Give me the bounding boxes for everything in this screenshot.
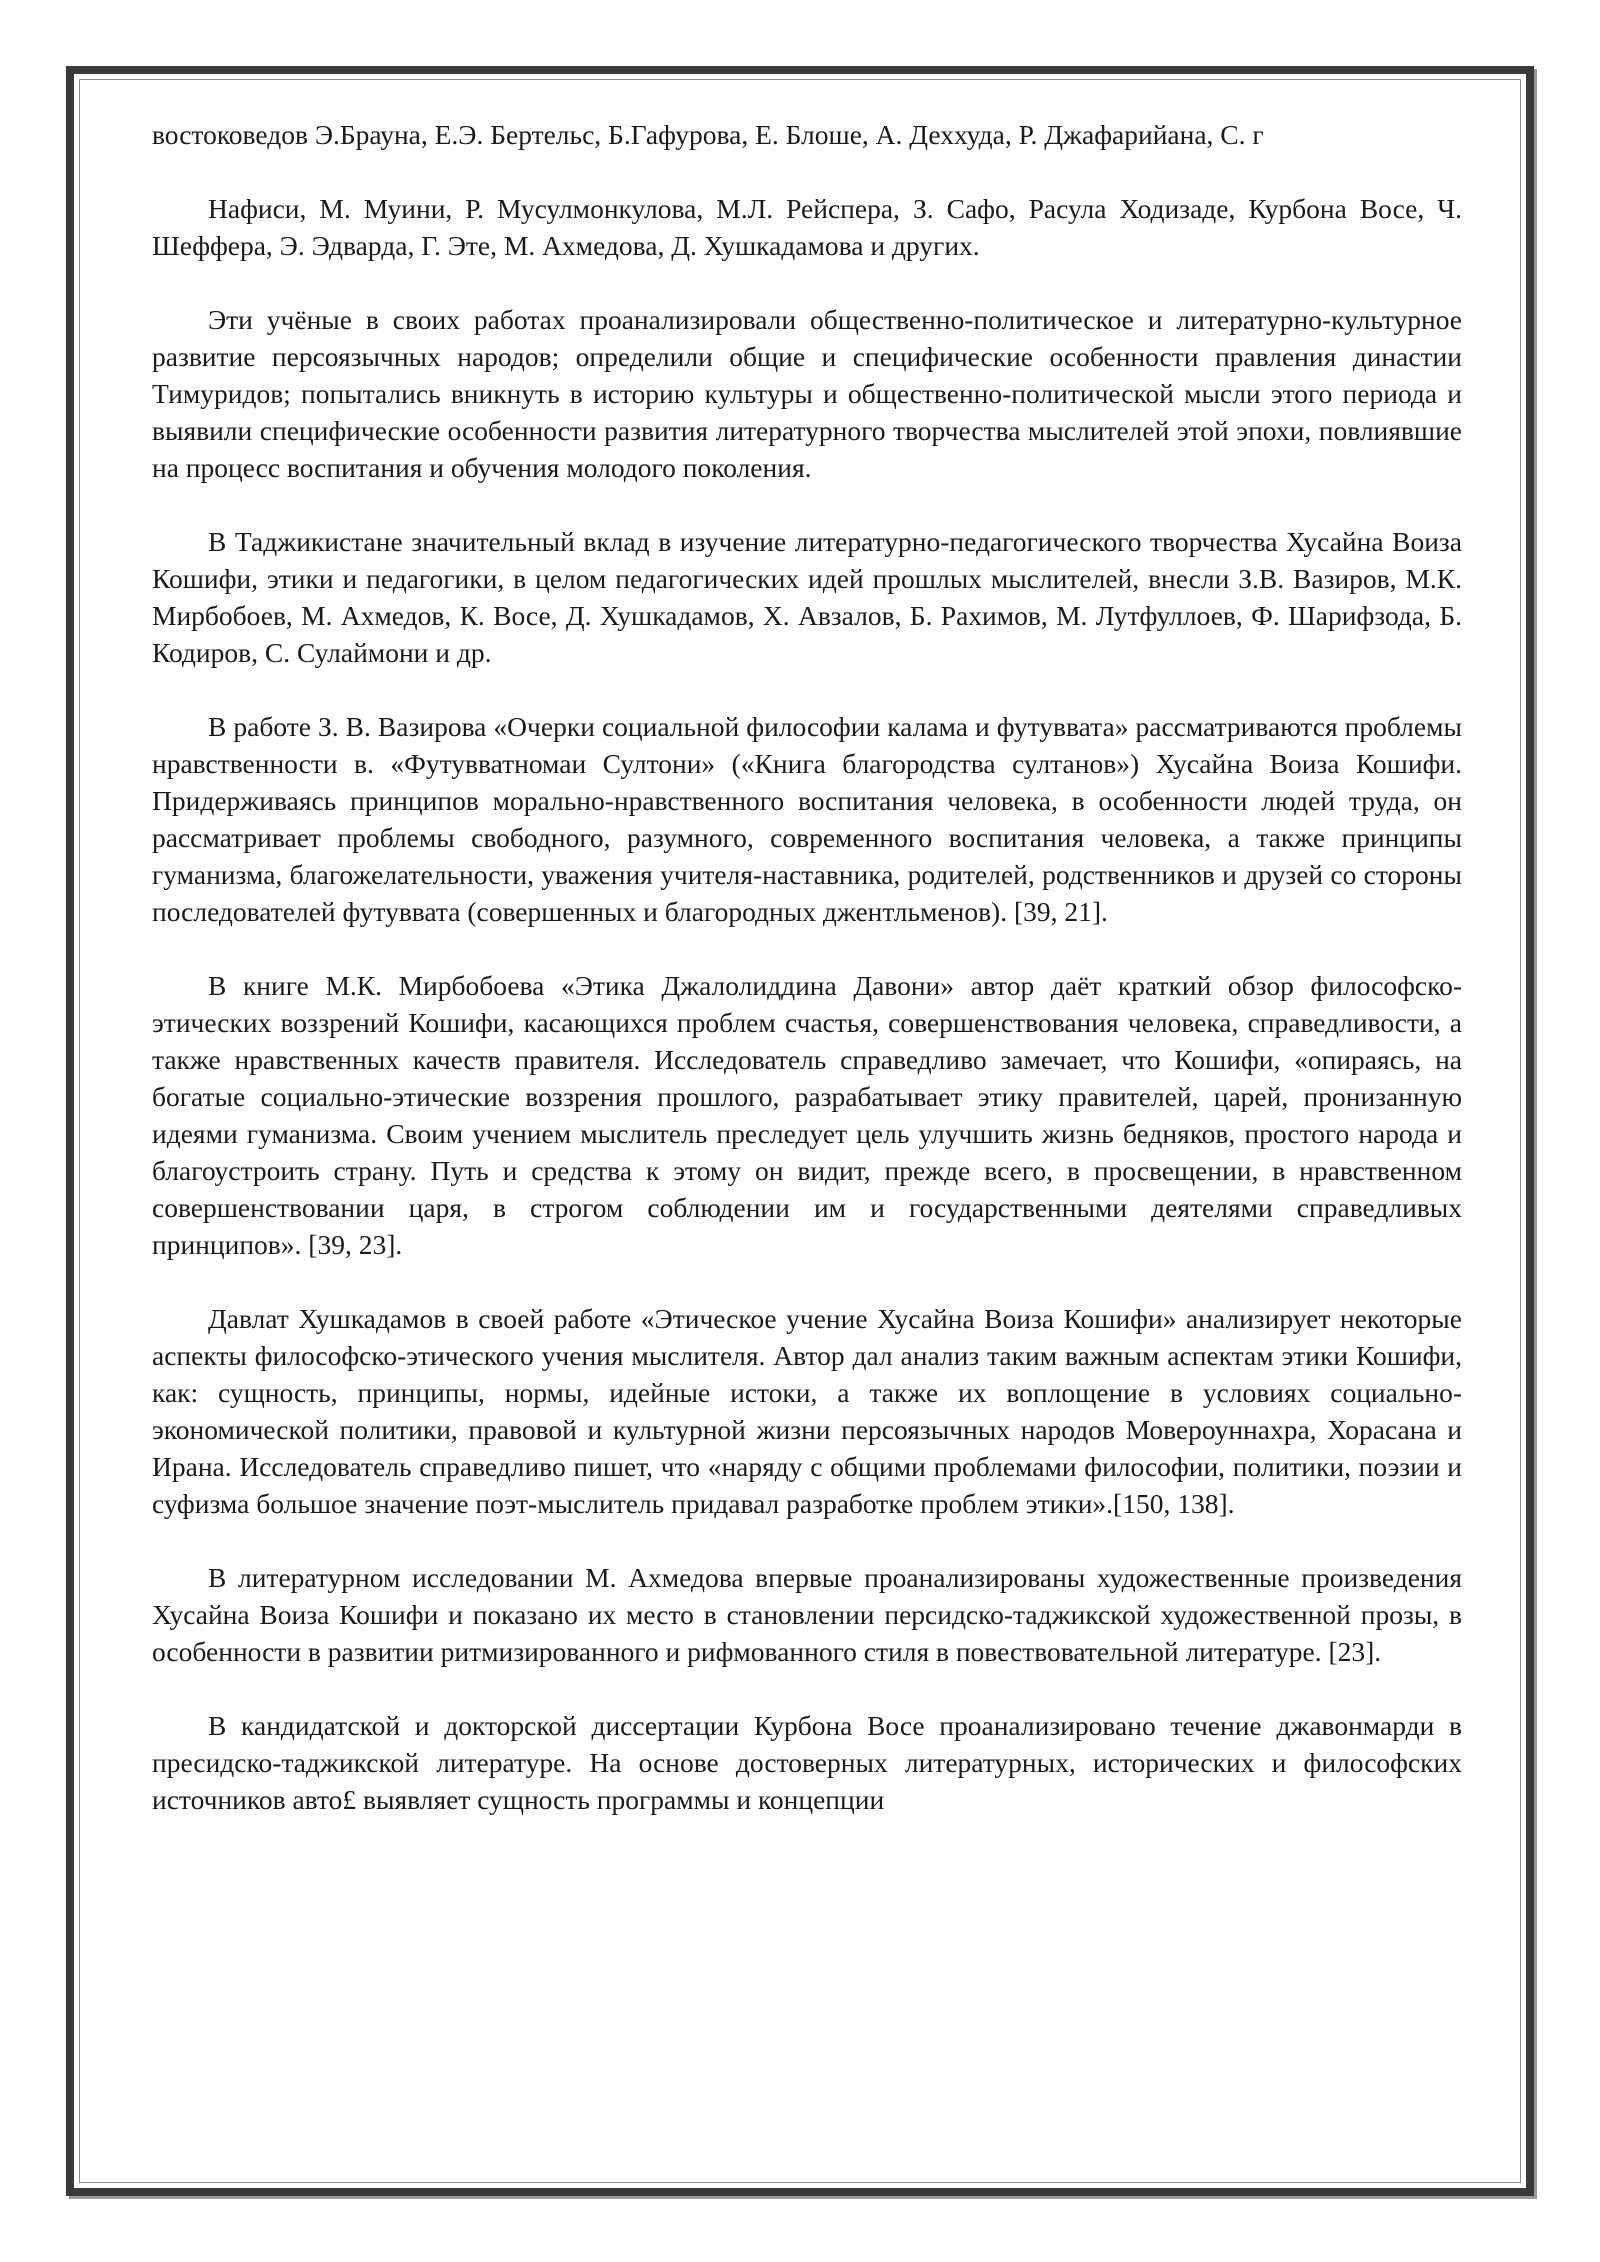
paragraph: востоковедов Э.Брауна, Е.Э. Бертельс, Б.Гафурова, Е. Блоше, А. Деххуда, Р. Джафарийана, С. г — [152, 119, 1264, 150]
paragraph: Нафиси, М. Муини, Р. Мусулмонкулова, М.Л. Рейспера, З. Сафо, Расула Ходизаде, Курбона Восе, Ч. Шеффера, Э. Эдварда, Г. Эте, М. Ахмедова, Д. Хушкадамова и других. — [152, 193, 1462, 261]
paragraph: В работе З. В. Вазирова «Очерки социальной философии калама и футуввата» рассматриваются проблемы нравственности в. «Футувватномаи Султони» («Книга благородства султанов») Хусайна Воиза Кошифи. Придерживаясь принципов морально-нравственного воспитания человека, в особенности людей труда, он рассматривает проблемы свободного, разумного, современного воспитания человека, а также принципы гуманизма, благожелательности, уважения учителя-наставника, родителей, родственников и друзей со стороны последователей футуввата (совершенных и благородных джентльменов). [39, 21]. — [152, 711, 1462, 927]
paragraph: Давлат Хушкадамов в своей работе «Этическое учение Хусайна Воиза Кошифи» анализирует некоторые аспекты философско-этического учения мыслителя. Автор дал анализ таким важным аспектам этики Кошифи, как: сущность, принципы, нормы, идейные истоки, а также их воплощение в условиях социально-экономической политики, правовой и культурной жизни персоязычных народов Мовероуннахра, Хорасана и Ирана. Исследователь справедливо пишет, что «наряду с общими проблемами философии, политики, поэзии и суфизма большое значение поэт-мыслитель придавал разработке проблем этики».[150, 138]. — [152, 1303, 1462, 1519]
document-body — [152, 116, 1462, 1818]
paragraph: В кандидатской и докторской диссертации Курбона Восе проанализировано течение джавонмарди в пресидско-таджикской литературе. На основе достоверных литературных, исторических и философских источников авто£ выявляет сущность программы и концепции — [152, 1710, 1462, 1815]
paragraph: В книге М.К. Мирбобоева «Этика Джалолиддина Давони» автор даёт краткий обзор философско-этических воззрений Кошифи, касающихся проблем счастья, совершенствования человека, справедливости, а также нравственных качеств правителя. Исследователь справедливо замечает, что Кошифи, «опираясь, на богатые социально-этические воззрения прошлого, разрабатывает этику правителей, царей, пронизанную идеями гуманизма. Своим учением мыслитель преследует цель улучшить жизнь бедняков, простого народа и благоустроить страну. Путь и средства к этому он видит, прежде всего, в просвещении, в нравственном совершенствовании царя, в строгом соблюдении им и государственными деятелями справедливых принципов». [39, 23]. — [152, 970, 1462, 1260]
paragraph: Эти учёные в своих работах проанализировали общественно-политическое и литературно-культурное развитие персоязычных народов; определили общие и специфические особенности правления династии Тимуридов; попытались вникнуть в историю культуры и общественно-политической мысли этого периода и выявили специфические особенности развития литературного творчества мыслителей этой эпохи, повлиявшие на процесс воспитания и обучения молодого поколения. — [152, 304, 1462, 483]
paragraph: В Таджикистане значительный вклад в изучение литературно-педагогического творчества Хусайна Воиза Кошифи, этики и педагогики, в целом педагогических идей прошлых мыслителей, внесли З.В. Вазиров, М.К. Мирбобоев, М. Ахмедов, К. Восе, Д. Хушкадамов, Х. Авзалов, Б. Рахимов, М. Лутфуллоев, Ф. Шарифзода, Б. Кодиров, С. Сулаймони и др. — [152, 526, 1462, 668]
paragraph: В литературном исследовании М. Ахмедова впервые проанализированы художественные произведения Хусайна Воиза Кошифи и показано их место в становлении персидско-таджикской художественной прозы, в особенности в развитии ритмизированного и рифмованного стиля в повествовательной литературе. [23]. — [152, 1562, 1462, 1667]
